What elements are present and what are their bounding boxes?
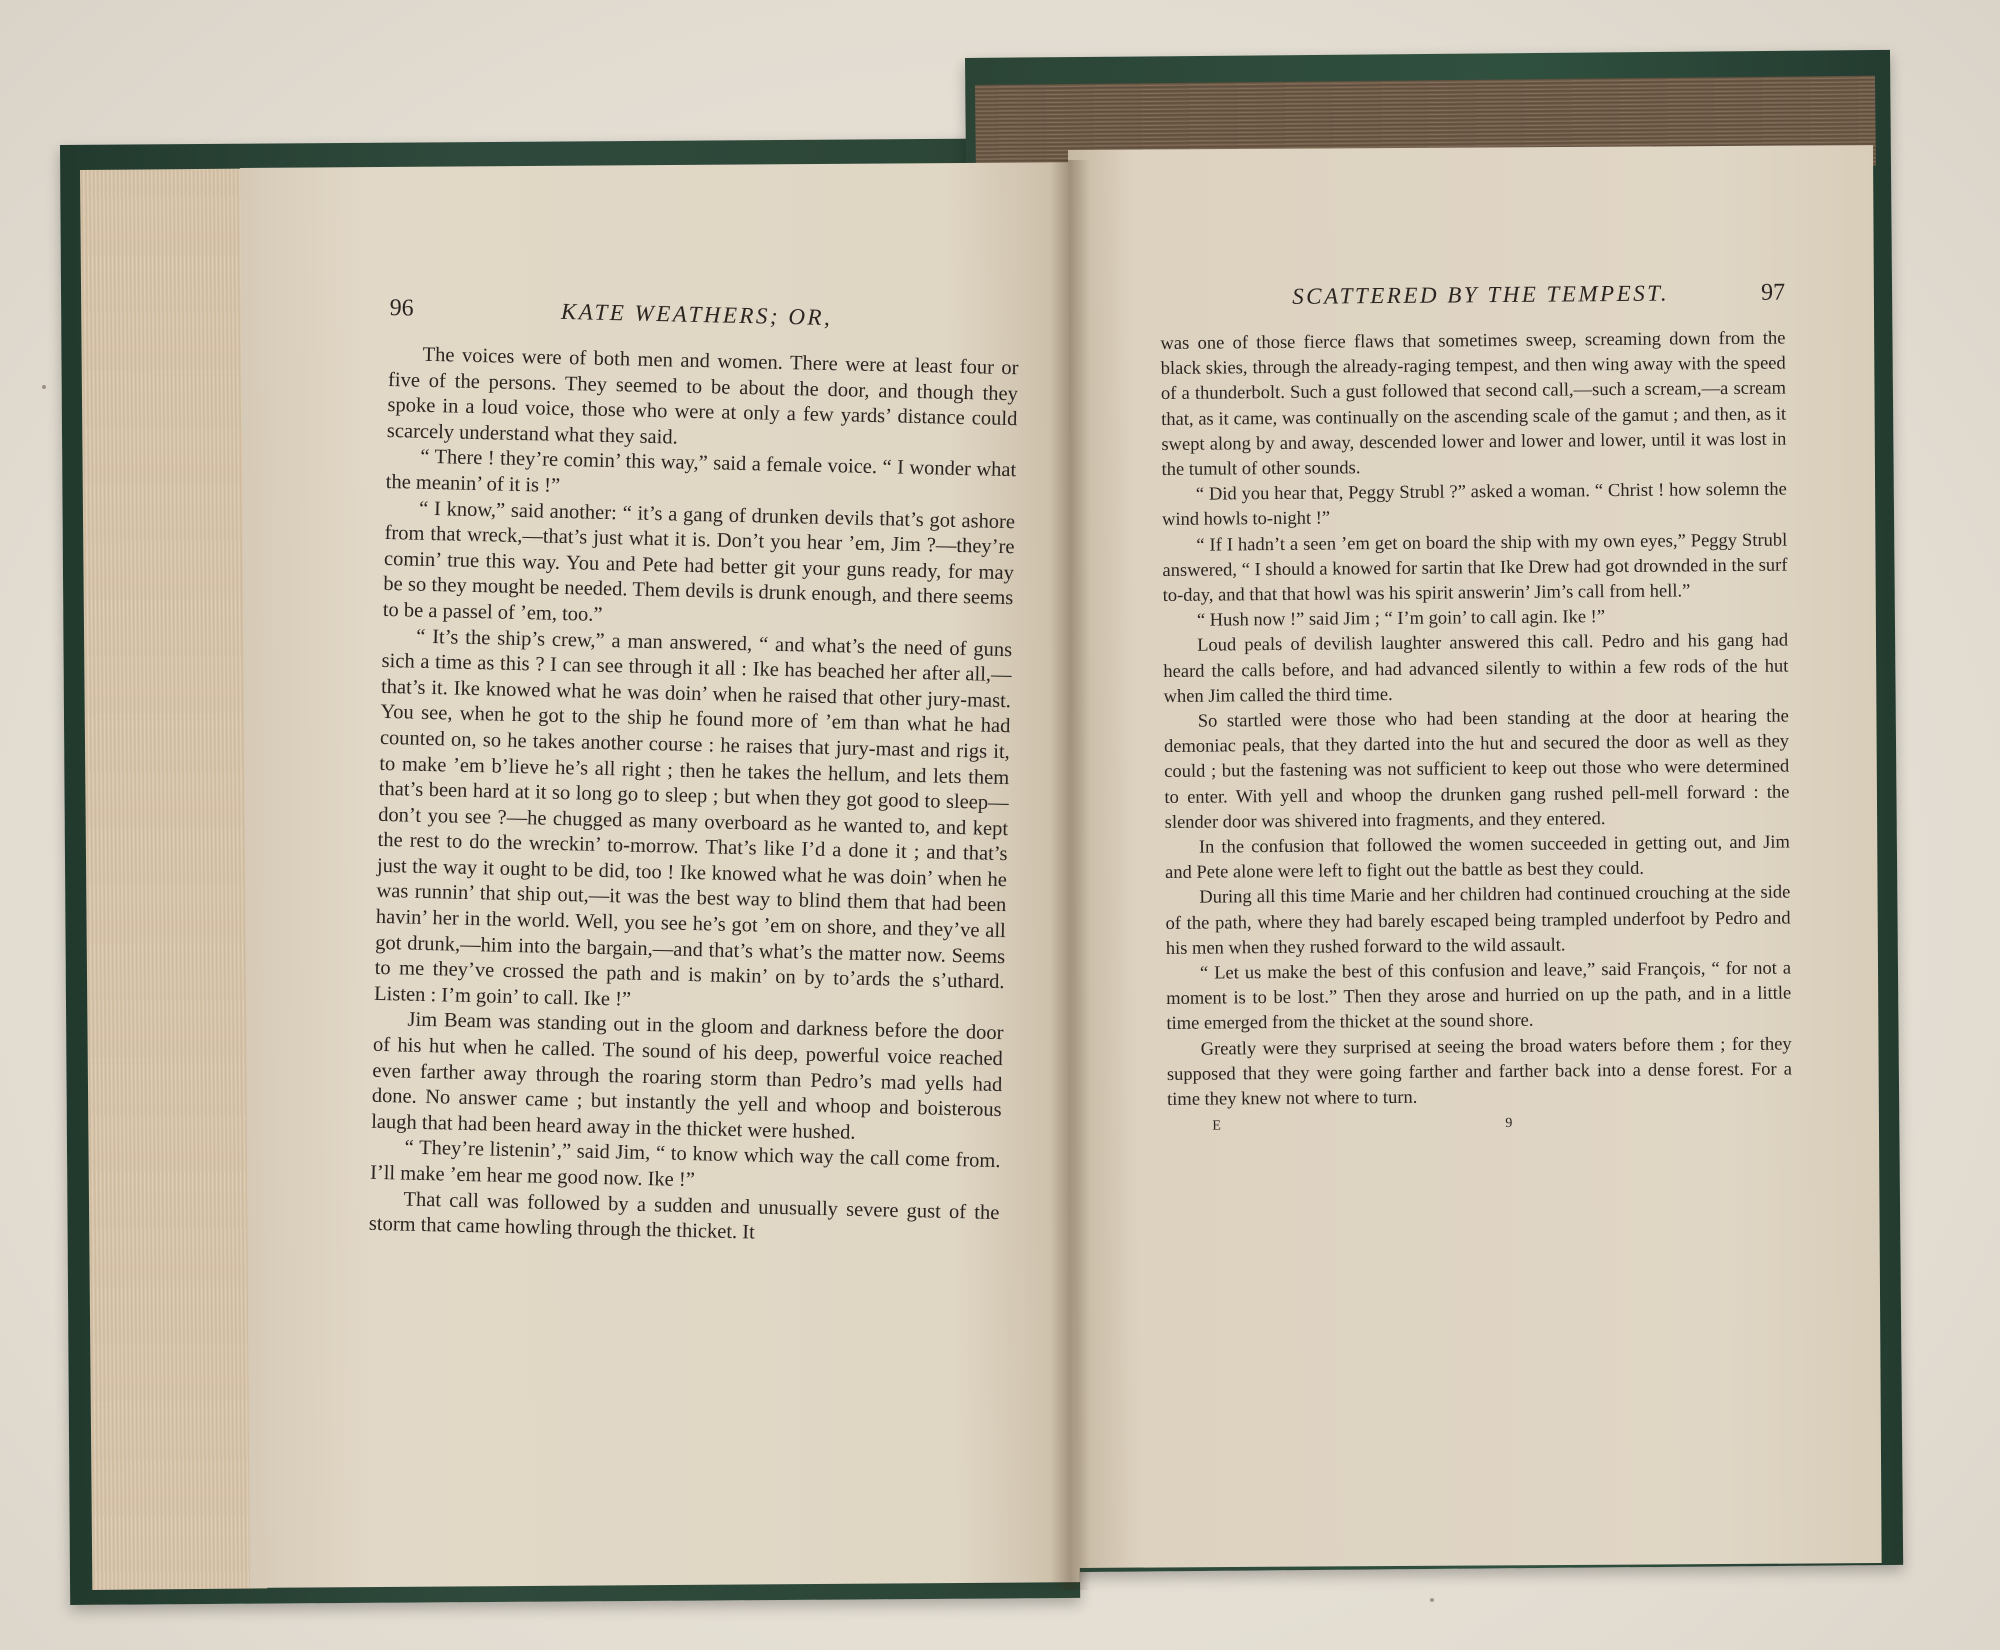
paragraph: Loud peals of devilish laughter answered this call. Pedro and his gang had heard the calls before, and had advanced silently to within a few rods of the hut when Jim called the third time.: [1163, 630, 1789, 707]
paragraph: During all this time Marie and her children had continued crouching at the side of the path, where they had barely escaped being trampled underfoot by Pedro and his men when they rushed forward to the wild assault.: [1165, 882, 1791, 959]
paragraph: The voices were of both men and women. There were at least four or five of the persons. They seemed to be about the door, and though they spoke in a loud voice, those who were at only a few yards’ distance could scarcely understand what they said.: [386, 343, 1019, 449]
paragraph: So startled were those who had been standing at the door at hearing the demoniac peals, that they darted into the hut and secured the door as well as they could ; but the fastening was not sufficient to keep out those who were determined to enter. With yell and whoop the drunken gang rushed pell-mell forward : the slender door was shivered into fragments, and they entered.: [1163, 706, 1790, 833]
left-page-body: [369, 342, 1019, 1252]
printer-signature: [1212, 1116, 1512, 1135]
paragraph: “ Did you hear that, Peggy Strubl ?” asked a woman. “ Christ ! how solemn the wind howls to-night !”: [1161, 479, 1787, 531]
page-number-right: 97: [1760, 279, 1786, 306]
paragraph: was one of those fierce flaws that sometimes sweep, screaming down from the black skies, through the already-raging tempest, and then wing away with the speed of a thunderbolt. Such a gust followed that second call,—such a scream,—a scream that, as it came, was continually on the ascending scale of the gamut ; and then, as it swept along by and away, descended lower and lower and lower, until it was lost in the tumult of other sounds.: [1160, 328, 1787, 481]
paragraph: That call was followed by a sudden and unusually severe gust of the storm that came howling through the thicket. It: [368, 1188, 1000, 1244]
signature-mark: E: [1212, 1118, 1221, 1134]
right-page-header: [1160, 280, 1785, 312]
page-number-left: 96: [389, 295, 414, 322]
left-page-text: [369, 295, 1020, 1252]
paragraph: “ I know,” said another: “ it’s a gang of drunken devils that’s got ashore from that wreck,—that’s just what it is. Don’t you hear ’em, Jim ?—they’re comin’ true this way. You and Pete had better git your guns ready, for may be so they mought be needed. Them devils is drunk enough, and there seems to be a passel of ’em, too.”: [382, 497, 1016, 626]
paragraph: “ Let us make the best of this confusion and leave,” said François, “ for not a moment is to be lost.” Then they arose and hurried on up the path, and in a little time emerged from the thicket at the sound shore.: [1166, 958, 1792, 1035]
paragraph: “ If I hadn’t a seen ’em get on board the ship with my own eyes,” Peggy Strubl answered, “ I should a knowed for sartin that Ike Drew had got drownded in the surf to-day, and that that howl was his spirit answerin’ Jim’s call from hell.”: [1162, 530, 1788, 607]
right-page-body: [1160, 327, 1792, 1114]
paragraph: In the confusion that followed the women succeeded in getting out, and Jim and Pete alone were left to fight out the battle as best they could.: [1165, 832, 1790, 884]
paragraph: Jim Beam was standing out in the gloom and darkness before the door of his hut when he called. The sound of his deep, powerful voice reached even farther away through the roaring storm than Pedro’s mad yells had done. No answer came ; but instantly the yell and whoop and boisterous laugh that had been heard away in the thicket were hushed.: [370, 1009, 1004, 1144]
signature-number: 9: [1505, 1116, 1513, 1132]
running-title-left: KATE WEATHERS; OR,: [560, 298, 833, 331]
paper-spot: [1430, 1598, 1434, 1602]
book-gutter: [1050, 160, 1090, 1590]
paragraph: Greatly were they surprised at seeing the broad waters before them ; for they supposed that they were going farther and farther back into a dense forest. For a time they knew not where to turn.: [1166, 1034, 1792, 1111]
paper-spot: [42, 385, 46, 389]
running-title-right: SCATTERED BY THE TEMPEST.: [1292, 280, 1670, 309]
paragraph: “ It’s the ship’s crew,” a man answered, “ and what’s the need of guns sich a time as this ? I can see through it all : Ike has beached her after all,—that’s it. Ike knowed what he was doin’ when he raised that other jury-mast. You see, when he got to the ship he found more of ’em than what he had counted on, so he takes another course : he raises that jury-mast and rigs it, to make ’em b’lieve he’s all right ; then he takes the hellum, and lets them that’s been hard at it so long go to sleep ; but when they got good to sleep—don’t you see ?—he chugged as many overboard as he wanted to, and kept the rest to do the wreckin’ to-morrow. That’s like I’d a done it ; and that’s just the way it ought to be did, too ! Ike knowed what he was doin’ when he was runnin’ that ship out,—it was the best way to blind them that had been havin’ her in the world. Well, you see he’s got ’em on shore, and they’ve all got drunk,—him into the bargain,—and that’s what’s the matter now. Seems to me they’ve crossed the path and is makin’ on by to’ards the s’uthard. Listen : I’m goin’ to call. Ike !”: [373, 625, 1013, 1011]
right-page-text: [1160, 280, 1792, 1136]
page-edges-left: [80, 168, 267, 1589]
paragraph: “ They’re listenin’,” said Jim, “ to know which way the call come from. I’ll make ’em hear me good now. Ike !”: [369, 1136, 1001, 1192]
paragraph: “ Hush now !” said Jim ; “ I’m goin’ to call agin. Ike !”: [1196, 607, 1606, 631]
paragraph: “ There ! they’re comin’ this way,” said a female voice. “ I wonder what the meanin’ of it is !”: [385, 446, 1017, 497]
